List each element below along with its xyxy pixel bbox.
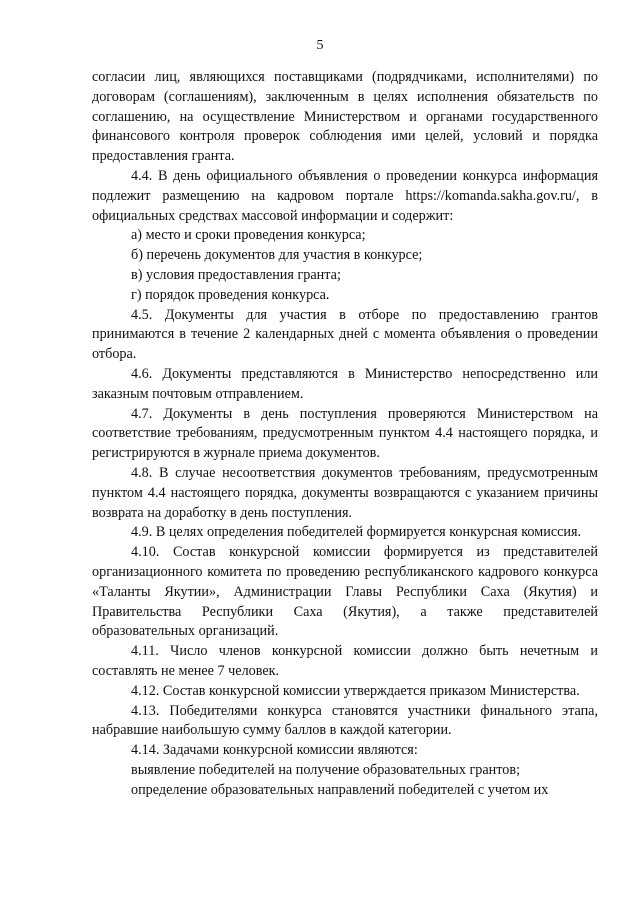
paragraph: 4.13. Победителями конкурса становятся участники финального этапа, набравшие наибольшую сумму баллов в каждой категории. xyxy=(92,702,598,739)
paragraph: 4.12. Состав конкурсной комиссии утверждается приказом Министерства. xyxy=(131,682,580,699)
paragraph: 4.4. В день официального объявления о проведении конкурса информация подлежит размещению на кадровом портале https://komanda.sakha.gov.ru/, в официальных средствах массовой информации и содержит: xyxy=(92,167,598,224)
page-number: 5 xyxy=(316,38,324,53)
paragraph: определение образовательных направлений победителей с учетом их xyxy=(131,781,549,798)
paragraph: 4.6. Документы представляются в Министерство непосредственно или заказным почтовым отправлением. xyxy=(92,365,598,402)
document-body xyxy=(92,68,598,800)
list-item: в) условия предоставления гранта; xyxy=(131,266,341,283)
list-item: а) место и сроки проведения конкурса; xyxy=(131,227,366,244)
paragraph: 4.7. Документы в день поступления проверяются Министерством на соответствие требованиям, предусмотренным пунктом 4.4 настоящего порядка, и регистрируются в журнале приема документов. xyxy=(92,405,598,462)
paragraph: 4.8. В случае несоответствия документов требованиям, предусмотренным пунктом 4.4 настоящего порядка, документы возвращаются с указанием причины возврата на доработку в день поступления. xyxy=(92,464,598,521)
list-item: выявление победителей на получение образовательных грантов; xyxy=(131,761,521,778)
paragraph: 4.10. Состав конкурсной комиссии формируется из представителей организационного комитета по проведению республиканского кадрового конкурса «Таланты Якутии», Администрации Главы Республики Саха (Якутия) и Правительства Республики Саха (Якутия), а также представителей образовательных организаций. xyxy=(92,544,598,640)
paragraph: 4.9. В целях определения победителей формируется конкурсная комиссия. xyxy=(131,524,582,541)
list-item: г) порядок проведения конкурса. xyxy=(131,286,330,303)
paragraph-continuation: согласии лиц, являющихся поставщиками (подрядчиками, исполнителями) по договорам (соглашениям), заключенным в целях исполнения обязательств по соглашению, на осуществление Министерством и органами государственного финансового контроля проверок соблюдения ими целей, условий и порядка предоставления гранта. xyxy=(92,69,598,165)
paragraph: 4.11. Число членов конкурсной комиссии должно быть нечетным и составлять не менее 7 человек. xyxy=(92,643,598,679)
paragraph: 4.5. Документы для участия в отборе по предоставлению грантов принимаются в течение 2 календарных дней с момента объявления о проведении отбора. xyxy=(92,306,598,363)
list-item: 4.14. Задачами конкурсной комиссии являются: xyxy=(131,742,418,759)
list-item: б) перечень документов для участия в конкурсе; xyxy=(131,247,423,264)
